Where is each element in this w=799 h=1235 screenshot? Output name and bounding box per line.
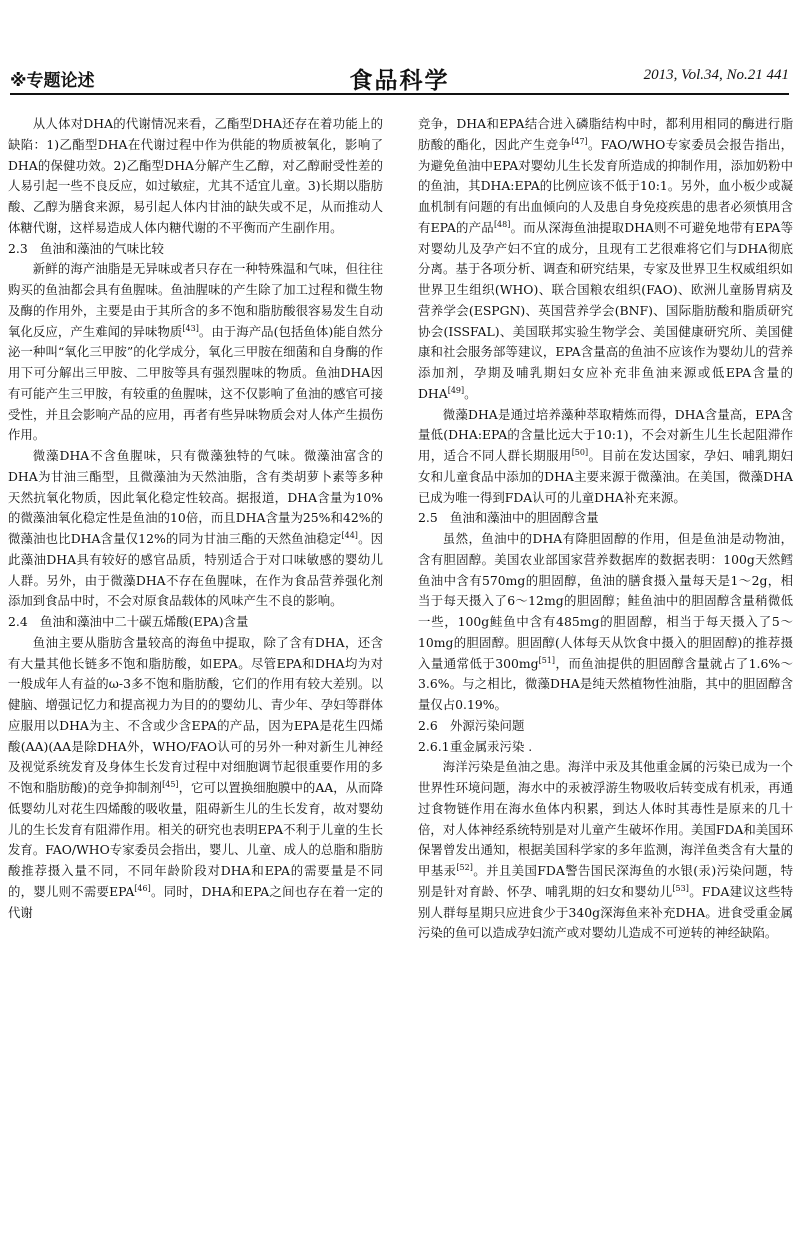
section-heading [418,716,793,737]
paragraph [8,114,383,239]
section-number: 2.3 [8,240,28,256]
citation: [50] [571,447,589,457]
paragraph-text: 虽然，鱼油中的DHA有降胆固醇的作用，但是鱼油是动物油，含有胆固醇。美国农业部国家营养数据库的数据表明：100g天然鳕鱼油中含有570mg的胆固醇，鱼油的膳食摄入量每天是1～2g，相当于每天摄入了6～12mg的胆固醇；鲑鱼油中的胆固醇含量稍微低一些，100g鲑鱼中含有485mg的胆固醇，相当于每天摄入了5～10mg的胆固醇。胆固醇(人体每天从饮食中摄入的胆固醇)的推荐摄入量通常低于300mg [418,531,793,671]
right-column [418,114,793,944]
paragraph-text: 。同时，DHA和EPA之间也存在着一定的代谢 [8,883,383,920]
section-heading [418,508,793,529]
issue-info: 2013, Vol.34, No.21 441 [643,67,789,83]
paragraph-text: 微藻DHA不含鱼腥味，只有微藻独特的气味。微藻油富含的DHA为甘油三酯型，且微藻油为天然油脂，含有类胡萝卜素等多种天然抗氧化物质，因此氧化稳定性较高。据报道，DHA含量为10%的微藻油氧化稳定性是鱼油的10倍，而且DHA含量为25%和42%的微藻油也比DHA含量仅12%的同为甘油三酯的天然鱼油稳定 [8,448,383,546]
citation: [46] [134,883,151,893]
paragraph [418,114,793,405]
citation: [44] [341,530,358,540]
citation: [47] [571,136,588,146]
section-number: 2.5 [418,510,438,526]
paragraph-text: 海洋污染是鱼油之患。海洋中汞及其他重金属的污染已成为一个世界性环境问题，海水中的汞被浮游生物吸收后转变成有机汞，再通过食物链作用在海水鱼体内积累，到达人体时其毒性是原来的几十倍，对人体神经系统特别是对儿童产生破坏作用。美国FDA和美国环保署曾发出通知，根据美国科学家的多年监测，海洋鱼类含有大量的甲基汞 [418,759,793,878]
section-heading [8,612,383,633]
section-number: 2.6.1 [418,738,450,754]
paragraph-text: 。并且美国FDA警告国民深海鱼的水银(汞)污染问题，特别是针对育龄、怀孕、哺乳期的妇女和婴幼儿 [418,863,793,899]
header-rule [10,93,789,95]
citation: [53] [672,883,689,893]
paragraph-text: 微藻DHA是通过培养藻种萃取精炼而得，DHA含量高，EPA含量低(DHA:EPA的含量比远大于10:1)，不会对新生儿生长起阻滞作用，适合不同人群长期服用 [418,406,793,463]
paragraph-text: ，它可以置换细胞膜中的AA，从而降低婴幼儿对花生四烯酸的吸收量，阻碍新生儿的生长发育，故对婴幼儿的生长发育有阻滞作用。相关的研究也表明EPA不利于儿童的生长发育。FAO/WHO专家委员会指出，婴儿、儿童、成人的总脂和脂肪酸推荐摄入量不同，不同年龄阶段对DHA和EPA的需要量是不同的，婴儿则不需要EPA [8,780,383,899]
citation: [52] [456,862,473,872]
citation: [49] [447,385,465,395]
section-title: 鱼油和藻油的气味比较 [40,240,164,256]
paragraph-text: 鱼油主要从脂肪含量较高的海鱼中提取，除了含有DHA，还含有大量其他长链多不饱和脂肪酸，如EPA。尽管EPA和DHA均为对一般成年人有益的ω-3多不饱和脂肪酸，它们的作用有较大差别。以健脑、增强记忆力和提高视力为目的的婴幼儿、青少年、孕妇等群体应服用以DHA为主、不含或少含EPA的产品，因为EPA是花生四烯酸(AA)(AA是除DHA外，WHO/FAO认可的另外一种对新生儿神经及视觉系统发育及身体生长发育过程中对细胞调节起很重要作用的多不饱和脂肪酸)的竞争抑制剂 [8,634,383,795]
section-title: 外源污染问题 [450,717,525,733]
paragraph-text: 新鲜的海产油脂是无异味或者只存在一种特殊温和气味，但往往购买的鱼油都会具有鱼腥味。鱼油腥味的产生除了加工过程和微生物及酶的作用外，主要是由于其所含的多不饱和脂肪酸很容易发生自动氧化反应，产生难闻的异味物质 [8,261,383,339]
paragraph [418,529,793,716]
paragraph-text: 。由于海产品(包括鱼体)能自然分泌一种叫“氧化三甲胺”的化学成分，氧化三甲胺在细菌和自身酶的作用下可分解出三甲胺、二甲胺等具有强烈腥味的物质。鱼油DHA因有可能产生三甲胺，有较重的鱼腥味，这不仅影响了鱼油的感官可接受性，并且会影响产品的应用，再者有些异味物质会对人体产生损伤作用。 [8,323,383,443]
paragraph-text: 。 [464,385,477,401]
section-heading [8,239,383,260]
paragraph-text: ，而鱼油提供的胆固醇含量就占了1.6%～3.6%。与之相比，微藻DHA是纯天然植物性油脂，其中的胆固醇含量仅占0.19%。 [418,655,793,712]
paragraph [8,633,383,924]
section-title: 重金属汞污染 . [450,738,533,754]
journal-title: 食品科学 [349,68,450,94]
paragraph [418,757,793,944]
citation: [45] [162,779,179,789]
section-label: ※专题论述 [10,71,95,91]
paragraph-text: 。目前在发达国家，孕妇、哺乳期妇女和儿童食品中添加的DHA主要来源于微藻油。在美国，微藻DHA已成为唯一得到FDA认可的儿童DHA补充来源。 [418,448,794,505]
paragraph [418,405,793,509]
paragraph [8,259,383,446]
section-heading [418,737,793,758]
section-title: 鱼油和藻油中的胆固醇含量 [450,510,599,526]
page-header [10,66,789,92]
paragraph-text: 。FDA建议这些特别人群每星期只应进食少于340g深海鱼来补充DHA。进食受重金属污染的鱼可以造成孕妇流产或对婴幼儿造成不可逆转的神经缺陷。 [418,883,793,941]
section-title: 鱼油和藻油中二十碳五烯酸(EPA)含量 [40,614,249,629]
paragraph [8,446,383,612]
paragraph-text: 。因此藻油DHA具有较好的感官品质，特别适合于对口味敏感的婴幼儿人群。另外，由于微藻DHA不存在鱼腥味，在作为食品营养强化剂添加到食品中时，不会对原食品载体的风味产生不良的影响。 [8,531,384,609]
section-number: 2.6 [418,717,438,733]
paragraph-text: 。FAO/WHO专家委员会报告指出，为避免鱼油中EPA对婴幼儿生长发育所造成的抑制作用，添加奶粉中的鱼油，其DHA:EPA的比例应该不低于10:1。另外，血小板少或凝血机制有问题的有出血倾向的人及患自身免疫疾患的患者必须慎用含有EPA的产品 [418,136,793,235]
paragraph-text: 从人体对DHA的代谢情况来看，乙酯型DHA还存在着功能上的缺陷：1)乙酯型DHA在代谢过程中作为供能的物质被氧化，影响了DHA的保健功效。2)乙酯型DHA分解产生乙醇，对乙醇耐受性差的人易引起一些不良反应，如过敏症，尤其不适宜儿童。3)长期以脂肪酸、乙醇为膳食来源，易引起人体内甘油的缺失或不足，从而推动人体糖代谢，这样易造成人体内糖代谢的不平衡而产生副作用。 [8,116,383,235]
paragraph-text: 竞争，DHA和EPA结合进入磷脂结构中时，都利用相同的酶进行脂肪酸的酯化，因此产生竞争 [418,116,793,152]
citation: [51] [538,655,556,665]
section-number: 2.4 [8,614,28,629]
citation: [43] [182,323,199,333]
left-column [8,114,383,923]
paragraph-text: 。而从深海鱼油提取DHA则不可避免地带有EPA等对婴幼儿及孕产妇不宜的成分，且现有工艺很难将它们与DHA彻底分离。基于各项分析、调查和研究结果，专家及世界卫生权威组织如世界卫生组织(WHO)、联合国粮农组织(FAO)、欧洲儿童肠胃病及营养学会(ESPGN)、英国营养学会(BNF)、国际脂肪酸和脂质研究协会(ISSFAL)、美国联邦实验生物学会、美国健康研究所、美国健康和社会服务部等建议，EPA含量高的鱼油不应该作为婴幼儿的营养添加剂，孕期及哺乳期妇女应补充非鱼油来源或低EPA含量的DHA [418,219,793,401]
citation: [48] [493,219,511,229]
